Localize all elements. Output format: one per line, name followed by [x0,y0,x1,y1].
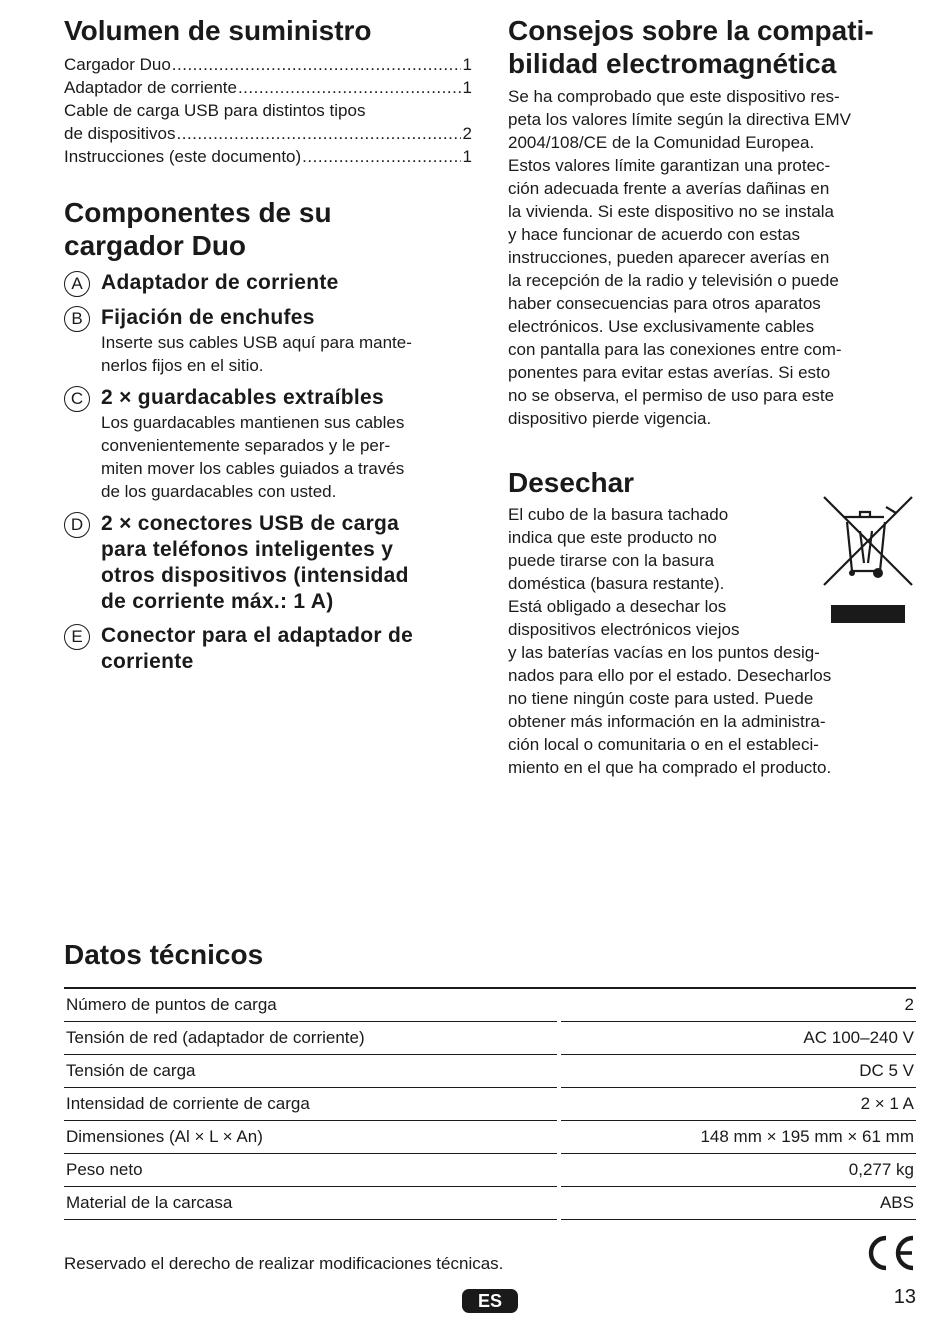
tech-row [64,1186,916,1219]
supply-item: Cargador Duo ..... 1 [64,53,472,76]
tech-label: Dimensiones (Al × L × An) [64,1120,557,1153]
tech-label: Tensión de carga [64,1054,557,1087]
ce-mark-icon [866,1235,916,1271]
tech-value: 0,277 kg [561,1153,916,1186]
right-column [508,14,918,779]
component-title: 2 × guardacables extraíbles [101,386,384,409]
tech-row [64,988,916,1021]
tech-row [64,1120,916,1153]
tech-label: Número de puntos de carga [64,988,557,1021]
tech-label: Material de la carcasa [64,1186,557,1219]
component-item-b [64,305,472,377]
tech-section [64,938,916,1220]
tech-title: Datos técnicos [64,939,264,970]
component-title: Conector para el adaptador de corriente [101,624,414,673]
reserved-note: Reservado el derecho de realizar modificaciones técnicas. [64,1254,504,1273]
page-number: 13 [893,1286,916,1308]
tech-label: Tensión de red (adaptador de corriente) [64,1021,557,1054]
component-item-e [64,623,472,675]
dispose-section [508,503,918,779]
tech-table [64,987,916,1220]
component-letter: E [64,624,90,650]
tech-value: 148 mm × 195 mm × 61 mm [561,1120,916,1153]
supply-item: Cable de carga USB para distintos tipos [64,101,366,120]
tech-row [64,1087,916,1120]
component-item-c [64,385,472,503]
language-badge: ES [462,1289,518,1313]
left-column [64,14,472,675]
dispose-title: Desechar [508,467,635,498]
component-item-a [64,270,472,297]
supply-item: Adaptador de corriente ..... 1 [64,76,472,99]
emc-text: Se ha comprobado que este dispositivo res- peta los valores límite según la directiva EMV 2004/108/CE de la Comunidad Europea. Estos valores límite garantizan una protec- ción adecuada frente a averías dañinas en la vivienda. Si este dispositivo no se instala y hace funcionar de acuerdo con estas instrucciones, pueden aparecer averías en la recepción de la radio y televisión o puede haber consecuencias para otros aparatos electrónicos. Use exclusivamente cables con pantalla para las conexiones entre com- ponentes para evitar estas averías. Si esto no se observa, el permiso de uso para este dispositivo pierde vigencia. [508,87,851,428]
supply-item: Instrucciones (este documento) ..... 1 [64,145,472,168]
tech-value: DC 5 V [561,1054,916,1087]
supply-title: Volumen de suministro [64,15,372,46]
component-desc: Los guardacables mantienen sus cables convenientemente separados y le per- miten mover los cables guiados a través de los guardacables con usted. [101,413,405,501]
tech-value: AC 100–240 V [561,1021,916,1054]
component-letter: C [64,386,90,412]
tech-row [64,1153,916,1186]
tech-row [64,1054,916,1087]
tech-value: 2 × 1 A [561,1087,916,1120]
component-desc: Inserte sus cables USB aquí para mante- nerlos fijos en el sitio. [101,333,412,375]
supply-list [64,53,472,168]
components-title: Componentes de su cargador Duo [64,197,332,261]
tech-row [64,1021,916,1054]
dispose-text: El cubo de la basura tachado indica que este producto no puede tirarse con la basura doméstica (basura restante). Está obligado a desechar los dispositivos electrónicos viejos y las baterías vacías en los puntos desig- nados para ello por el estado. Desecharlos no tiene ningún coste para usted. Puede obtener más información en la administra- ción local o comunitaria o en el estableci- miento en el que ha comprado el producto. [508,505,832,777]
component-letter: A [64,271,90,297]
supply-item: de dispositivos ..... 2 [64,122,472,145]
emc-title: Consejos sobre la compati- bilidad electromagnética [508,15,874,79]
tech-label: Peso neto [64,1153,557,1186]
tech-value: ABS [561,1186,916,1219]
tech-label: Intensidad de corriente de carga [64,1087,557,1120]
component-letter: B [64,306,90,332]
component-title: Fijación de enchufes [101,306,315,329]
component-title: Adaptador de corriente [101,271,339,294]
component-letter: D [64,512,90,538]
crossed-out-bin-icon [822,495,914,625]
tech-value: 2 [561,988,916,1021]
component-item-d [64,511,472,615]
component-title: 2 × conectores USB de carga para teléfonos inteligentes y otros dispositivos (intensidad de corriente máx.: 1 A) [101,512,409,613]
